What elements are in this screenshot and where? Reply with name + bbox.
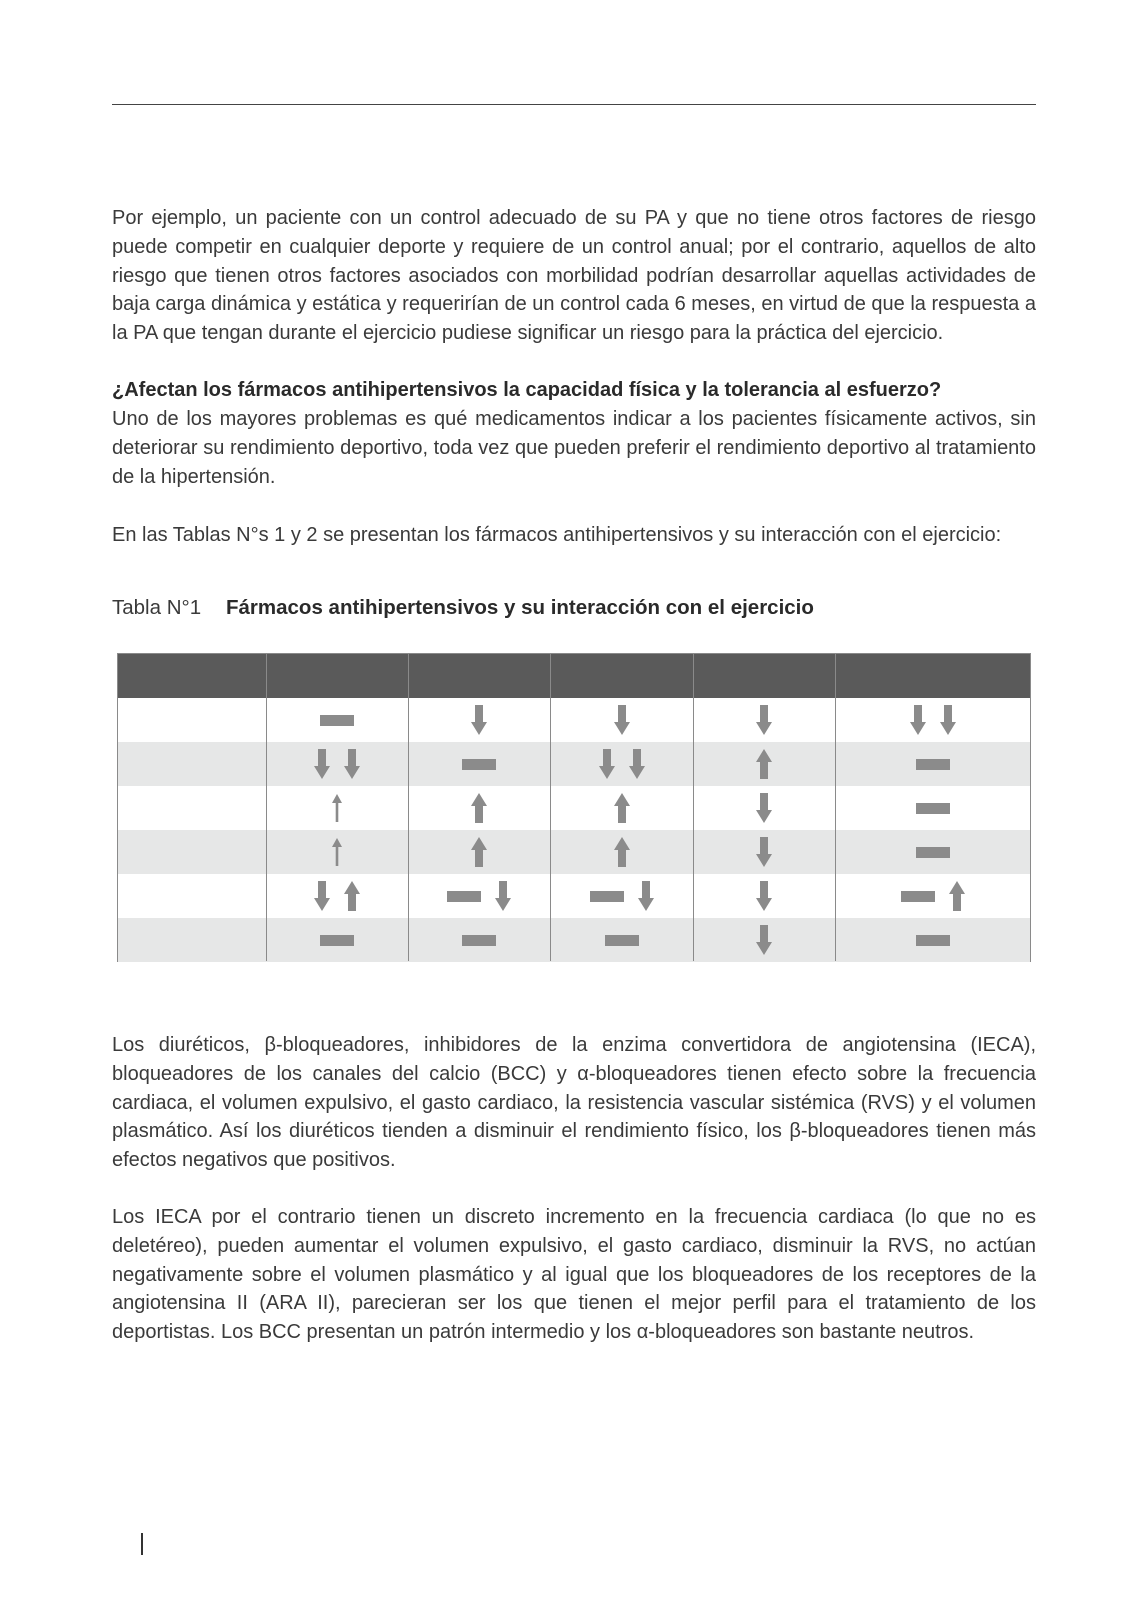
no-change-bar-icon [916,759,950,770]
decrease-arrow-icon [471,705,487,735]
table-cell [693,742,835,786]
table-cell [266,786,408,830]
decrease-arrow-icon [495,881,511,911]
column-divider [266,654,267,961]
paragraph-drug-effects: Los diuréticos, β-bloqueadores, inhibidores de la enzima convertidora de angiotensina (IECA), bloqueadores de los canales del calcio (BCC) y α-bloqueadores tienen efecto sobre la frecuencia cardiaca, el volumen expulsivo, el gasto cardiaco, la resistencia vascular sistémica (RVS) y el volumen plasmático. Así los diuréticos tienden a disminuir el rendimiento físico, los β-bloqueadores tienen más efectos negativos que positivos. [112,1034,1036,1172]
column-divider [550,654,551,961]
table-cell [550,918,693,962]
table-cell [266,874,408,918]
no-change-bar-icon [916,935,950,946]
paragraph-intro: Por ejemplo, un paciente con un control adecuado de su PA y que no tiene otros factores de riesgo puede competir en cualquier deporte y requiere de un control anual; por el contrario, aquellos de alto riesgo que tienen otros factores asociados con morbilidad podrían desarrollar aquellas actividades de baja carga dinámica y estática y requerirían de un control cada 6 meses, en virtud de que la respuesta a la PA que tengan durante el ejercicio pudiese significar un riesgo para la práctica del ejercicio. [112,207,1036,345]
increase-arrow-icon [756,749,772,779]
decrease-arrow-icon [314,749,330,779]
table-cell [550,830,693,874]
decrease-arrow-icon [756,925,772,955]
table-cell [835,698,1030,742]
table-cell [266,742,408,786]
table-caption [112,596,814,620]
paragraph-tables-intro: En las Tablas N°s 1 y 2 se presentan los fármacos antihipertensivos y su interacción con el ejercicio: [112,524,1002,546]
table-cell [408,786,550,830]
drug-interaction-table [117,653,1031,962]
table-cell [550,742,693,786]
increase-arrow-icon [949,881,965,911]
header-rule [112,104,1036,105]
decrease-arrow-icon [599,749,615,779]
table-cell [835,874,1030,918]
table-cell [550,698,693,742]
no-change-bar-icon [901,891,935,902]
no-change-bar-icon [916,847,950,858]
decrease-arrow-icon [629,749,645,779]
decrease-arrow-icon [756,837,772,867]
table-cell [835,918,1030,962]
no-change-bar-icon [447,891,481,902]
paragraph-ieca: Los IECA por el contrario tienen un discreto incremento en la frecuencia cardiaca (lo que no es deletéreo), pueden aumentar el volumen expulsivo, el gasto cardiaco, disminuir la RVS, no actúan negativamente sobre el volumen plasmático y al igual que los bloqueadores de los receptores de la angiotensina II (ARA II), parecieran ser los que tienen el mejor perfil para el tratamiento de los deportistas. Los BCC presentan un patrón intermedio y los α-bloqueadores son bastante neutros. [112,1206,1036,1344]
decrease-arrow-icon [614,705,630,735]
no-change-bar-icon [320,715,354,726]
table-cell [266,918,408,962]
paragraph-problem: Uno de los mayores problemas es qué medicamentos indicar a los pacientes físicamente activos, sin deteriorar su rendimiento deportivo, toda vez que pueden preferir el rendimiento deportivo al tratamiento de la hipertensión. [112,408,1036,488]
table-cell [835,830,1030,874]
table-cell [266,830,408,874]
increase-arrow-icon [332,794,342,822]
table-cell [408,874,550,918]
increase-arrow-icon [344,881,360,911]
decrease-arrow-icon [756,793,772,823]
increase-arrow-icon [614,837,630,867]
table-cell [693,918,835,962]
table-cell [408,698,550,742]
table-cell [550,786,693,830]
table-cell [266,698,408,742]
column-divider [408,654,409,961]
table-cell [550,874,693,918]
column-divider [835,654,836,961]
decrease-arrow-icon [940,705,956,735]
increase-arrow-icon [471,793,487,823]
table-title: Fármacos antihipertensivos y su interacción con el ejercicio [226,596,814,619]
decrease-arrow-icon [756,881,772,911]
table-cell [693,786,835,830]
decrease-arrow-icon [344,749,360,779]
table-cell [835,742,1030,786]
decrease-arrow-icon [910,705,926,735]
increase-arrow-icon [471,837,487,867]
table-cell [693,874,835,918]
decrease-arrow-icon [638,881,654,911]
table-cell [408,742,550,786]
no-change-bar-icon [320,935,354,946]
increase-arrow-icon [614,793,630,823]
page-marker [141,1533,143,1555]
increase-arrow-icon [332,838,342,866]
table-cell [408,830,550,874]
no-change-bar-icon [605,935,639,946]
table-cell [693,830,835,874]
table-cell [693,698,835,742]
decrease-arrow-icon [314,881,330,911]
table-cell [835,786,1030,830]
table-header-row [118,654,1030,698]
no-change-bar-icon [916,803,950,814]
no-change-bar-icon [462,759,496,770]
table-number: Tabla N°1 [112,596,202,619]
decrease-arrow-icon [756,705,772,735]
table-cell [408,918,550,962]
no-change-bar-icon [590,891,624,902]
no-change-bar-icon [462,935,496,946]
column-divider [693,654,694,961]
section-heading: ¿Afectan los fármacos antihipertensivos la capacidad física y la tolerancia al esfuerzo? [112,379,942,401]
